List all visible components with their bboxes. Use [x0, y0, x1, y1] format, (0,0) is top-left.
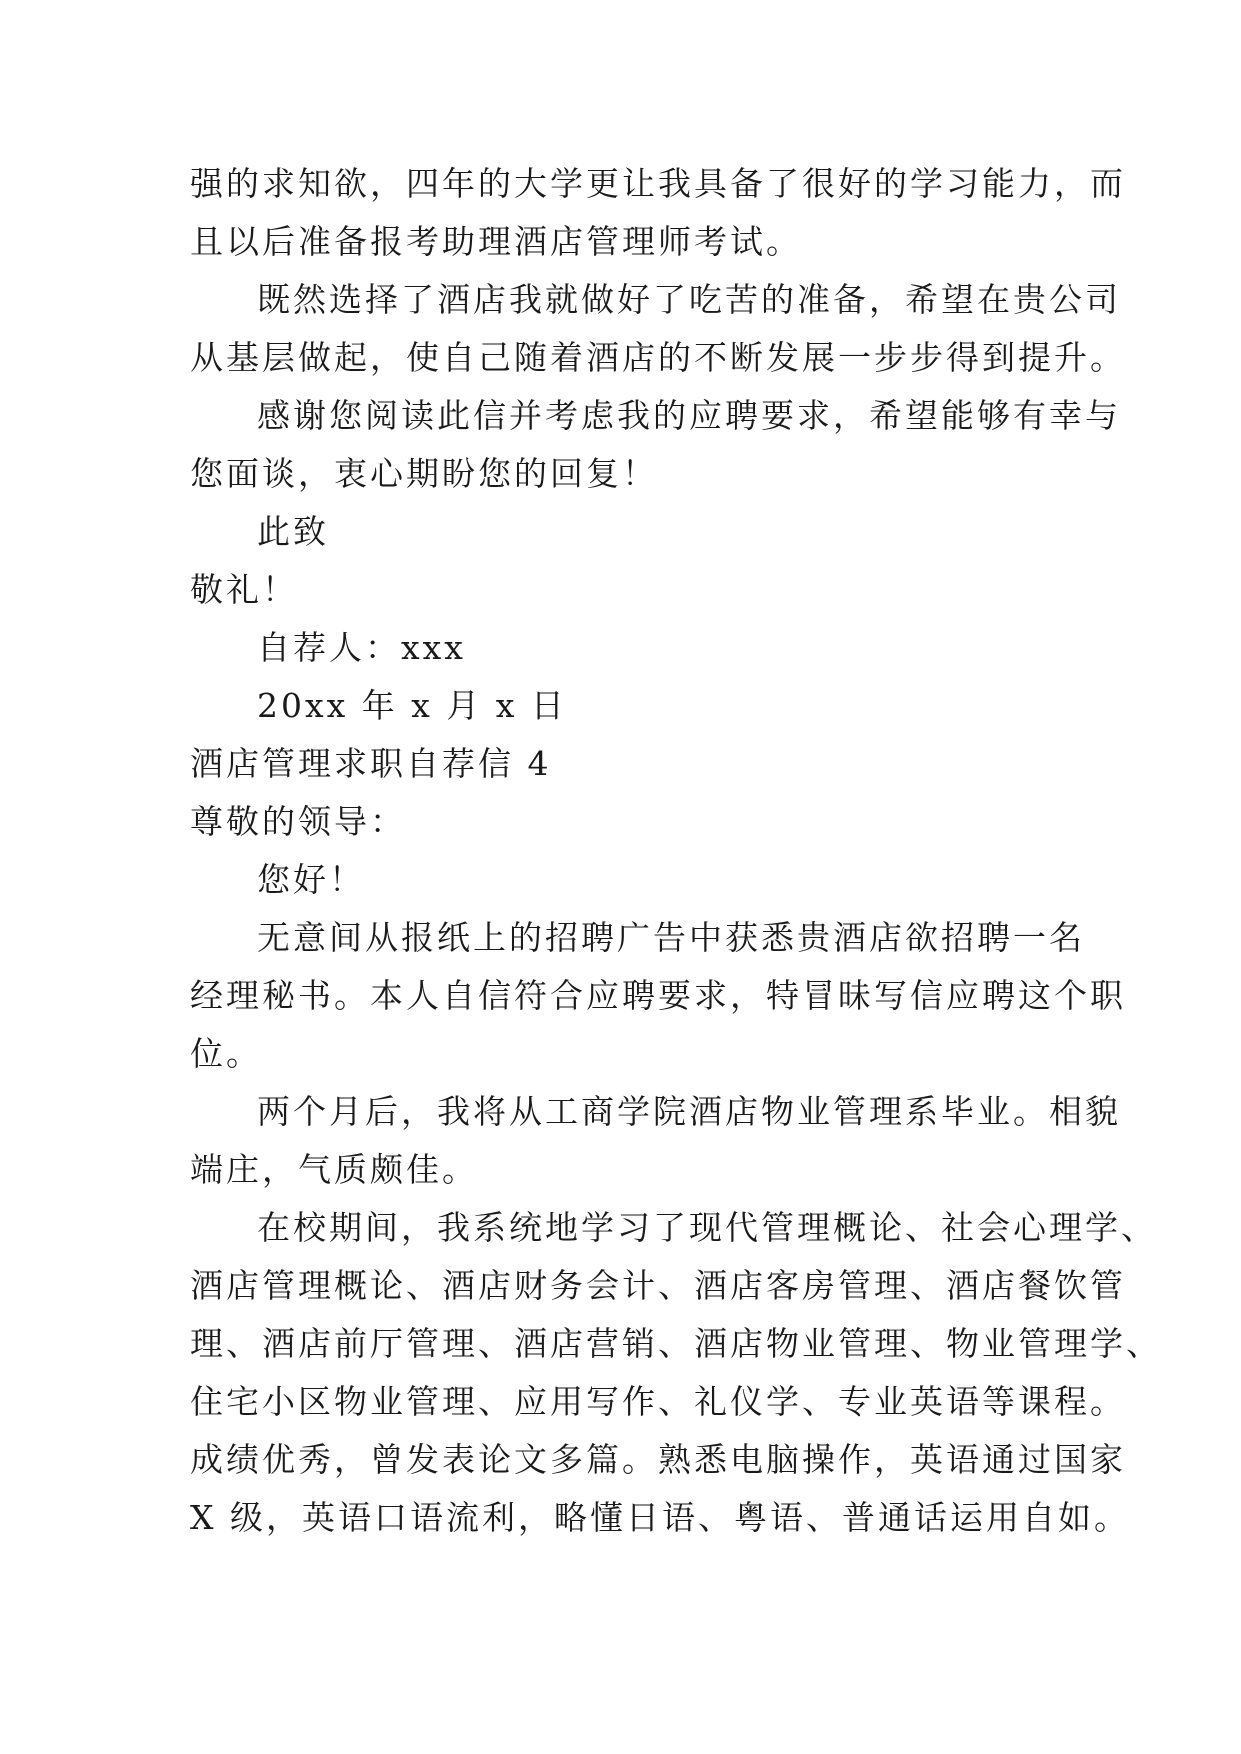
text-line: 两个月后，我将从工商学院酒店物业管理系毕业。相貌 — [257, 1092, 1121, 1131]
text-line: 端庄，气质颇佳。 — [190, 1150, 478, 1189]
text-line: 经理秘书。本人自信符合应聘要求，特冒昧写信应聘这个职 — [190, 976, 1126, 1015]
date-line: 20xx 年 x 月 x 日 — [257, 686, 567, 725]
text-line: 感谢您阅读此信并考虑我的应聘要求，希望能够有幸与 — [257, 396, 1121, 435]
text-line: 您面谈，衷心期盼您的回复！ — [190, 454, 658, 493]
text-line: 酒店管理概论、酒店财务会计、酒店客房管理、酒店餐饮管 — [190, 1266, 1126, 1305]
section-title: 酒店管理求职自荐信 4 — [190, 744, 552, 783]
text-line: 既然选择了酒店我就做好了吃苦的准备，希望在贵公司 — [257, 280, 1121, 319]
text-line: 在校期间，我系统地学习了现代管理概论、社会心理学、 — [257, 1208, 1157, 1247]
greeting: 您好！ — [257, 860, 365, 899]
text-line: 无意间从报纸上的招聘广告中获悉贵酒店欲招聘一名 — [257, 918, 1085, 957]
closing-phrase: 此致 — [257, 512, 329, 551]
letter-salutation: 尊敬的领导： — [190, 802, 406, 841]
signature-line: 自荐人：xxx — [257, 628, 466, 667]
salutation-closing: 敬礼！ — [190, 570, 298, 609]
text-line: 位。 — [190, 1034, 262, 1073]
text-line: 且以后准备报考助理酒店管理师考试。 — [190, 222, 802, 261]
text-line: 从基层做起，使自己随着酒店的不断发展一步步得到提升。 — [190, 338, 1126, 377]
text-line: 成绩优秀，曾发表论文多篇。熟悉电脑操作，英语通过国家 — [190, 1440, 1126, 1479]
text-line: 强的求知欲，四年的大学更让我具备了很好的学习能力，而 — [190, 164, 1126, 203]
text-line: 理、酒店前厅管理、酒店营销、酒店物业管理、物业管理学、 — [190, 1324, 1162, 1363]
text-line: X 级，英语口语流利，略懂日语、粤语、普通话运用自如。 — [190, 1498, 1130, 1537]
text-line: 住宅小区物业管理、应用写作、礼仪学、专业英语等课程。 — [190, 1382, 1126, 1421]
